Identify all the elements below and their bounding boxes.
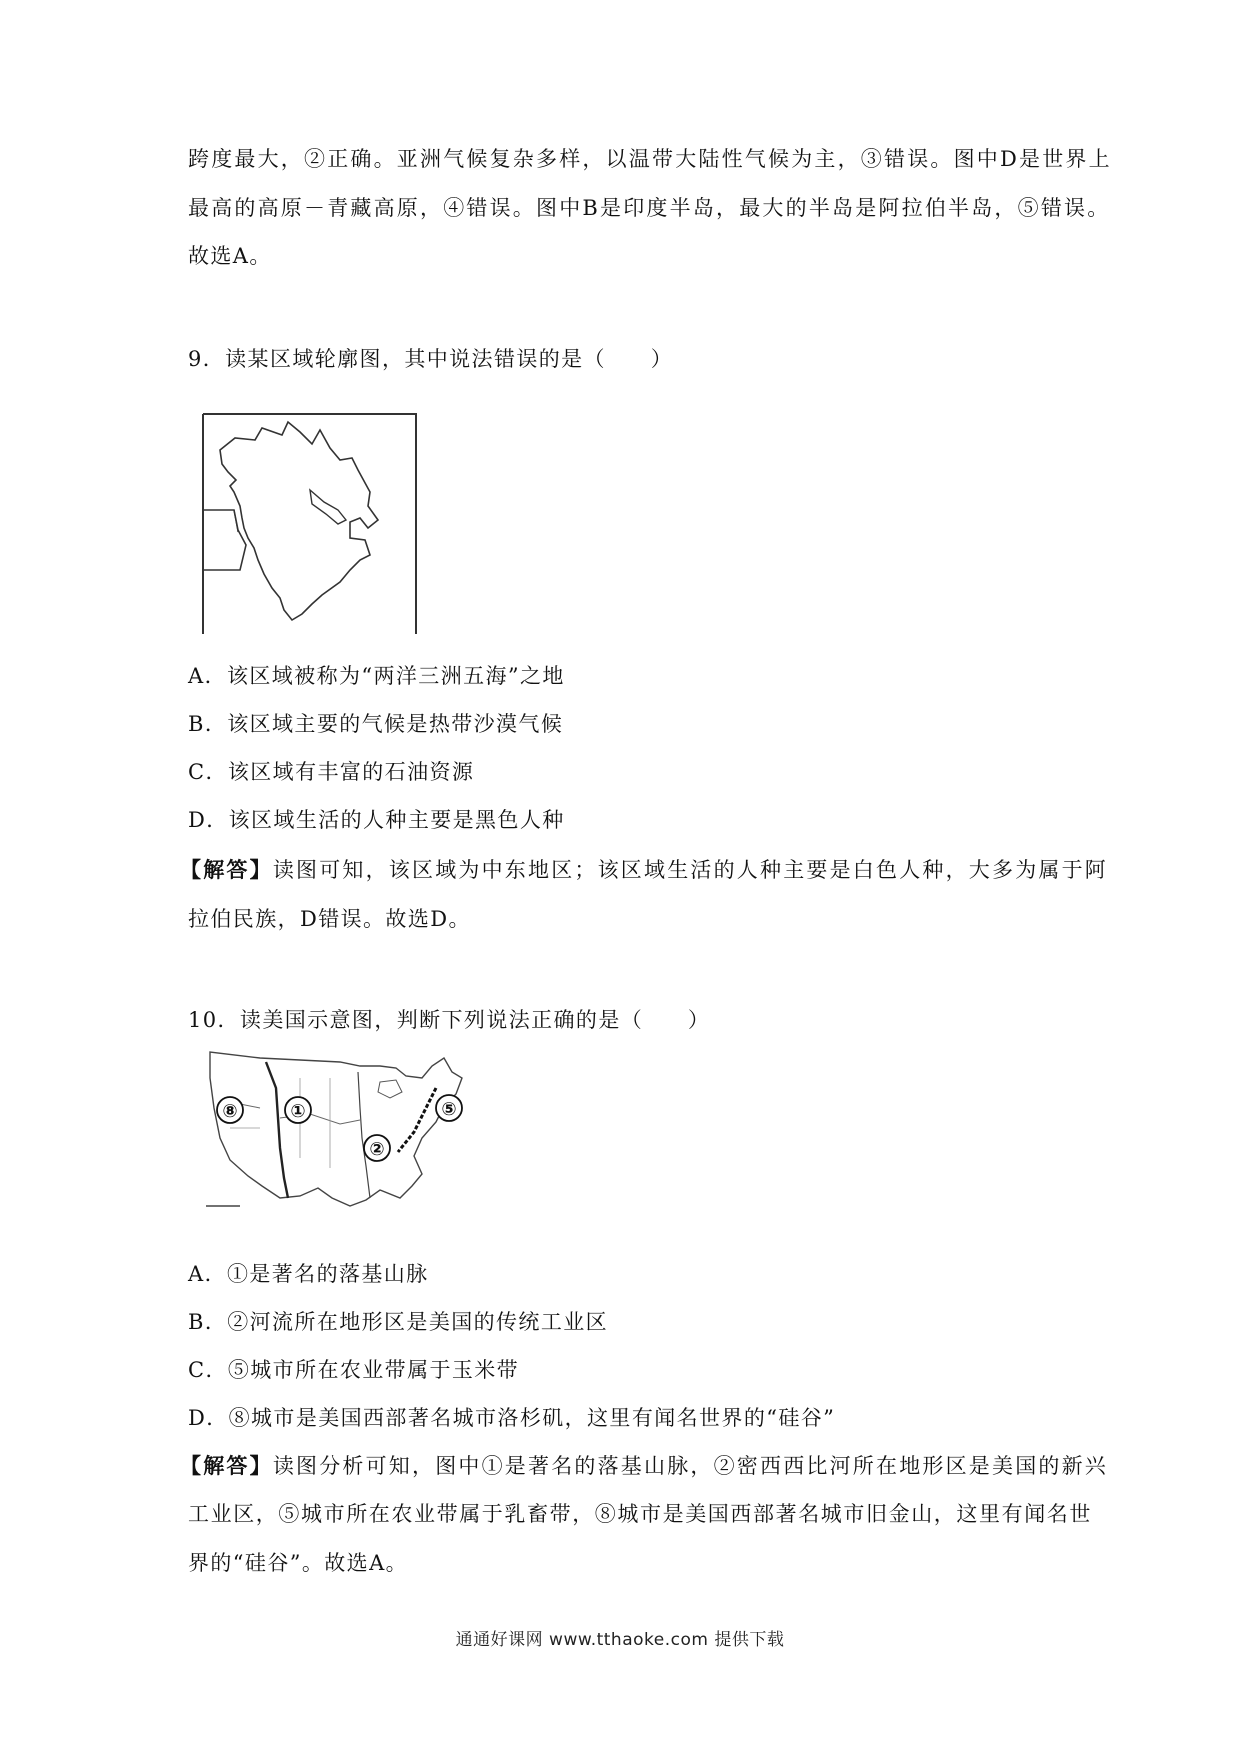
q9-option-d: D．该区域生活的人种主要是黑色人种: [188, 808, 565, 832]
middle-east-outline-map: [200, 410, 420, 636]
q10-answer-line-2: 工业区，⑤城市所在农业带属于乳畜带，⑧城市是美国西部著名城市旧金山，这里有闻名世: [188, 1502, 1092, 1526]
q10-option-b: B．②河流所在地形区是美国的传统工业区: [188, 1310, 609, 1334]
q9-option-a: A．该区域被称为“两洋三洲五海”之地: [188, 664, 565, 688]
q9-answer-tag: 【解答】: [180, 857, 273, 882]
usa-sketch-map: [200, 1048, 470, 1220]
q10-option-d: D．⑧城市是美国西部著名城市洛杉矶，这里有闻名世界的“硅谷”: [188, 1406, 836, 1430]
q9-answer-line-2: 拉伯民族，D错误。故选D。: [188, 907, 471, 931]
q9-option-c: C．该区域有丰富的石油资源: [188, 760, 475, 784]
q10-answer-line-1: [180, 1452, 1108, 1480]
prev-answer-line-3: 故选A。: [188, 244, 272, 268]
map-label-5: ⑤: [441, 1099, 457, 1120]
q9-answer-text-1: 读图可知，该区域为中东地区；该区域生活的人种主要是白色人种，大多为属于阿: [272, 858, 1109, 882]
map-label-8: ⑧: [222, 1101, 238, 1122]
q10-option-a: A．①是著名的落基山脉: [188, 1262, 429, 1286]
page-footer: 通通好课网 www.tthaoke.com 提供下载: [455, 1630, 785, 1650]
map-label-1: ①: [290, 1101, 306, 1122]
q9-option-b: B．该区域主要的气候是热带沙漠气候: [188, 712, 564, 736]
q10-answer-line-3: 界的“硅谷”。故选A。: [188, 1551, 409, 1575]
q9-stem: 9．读某区域轮廓图，其中说法错误的是（ ）: [188, 347, 674, 371]
prev-answer-line-2: 最高的高原－青藏高原，④错误。图中B是印度半岛，最大的半岛是阿拉伯半岛，⑤错误。: [188, 196, 1111, 220]
prev-answer-line-1: 跨度最大，②正确。亚洲气候复杂多样，以温带大陆性气候为主，③错误。图中D是世界上: [188, 147, 1112, 171]
map-label-2: ②: [369, 1139, 385, 1160]
q10-stem: 10．读美国示意图，判断下列说法正确的是（ ）: [188, 1008, 711, 1032]
q10-answer-tag: 【解答】: [180, 1453, 273, 1478]
q10-option-c: C．⑤城市所在农业带属于玉米带: [188, 1358, 520, 1382]
q9-answer-line-1: [180, 856, 1108, 884]
q10-answer-text-1: 读图分析可知，图中①是著名的落基山脉，②密西西比河所在地形区是美国的新兴: [272, 1454, 1109, 1478]
